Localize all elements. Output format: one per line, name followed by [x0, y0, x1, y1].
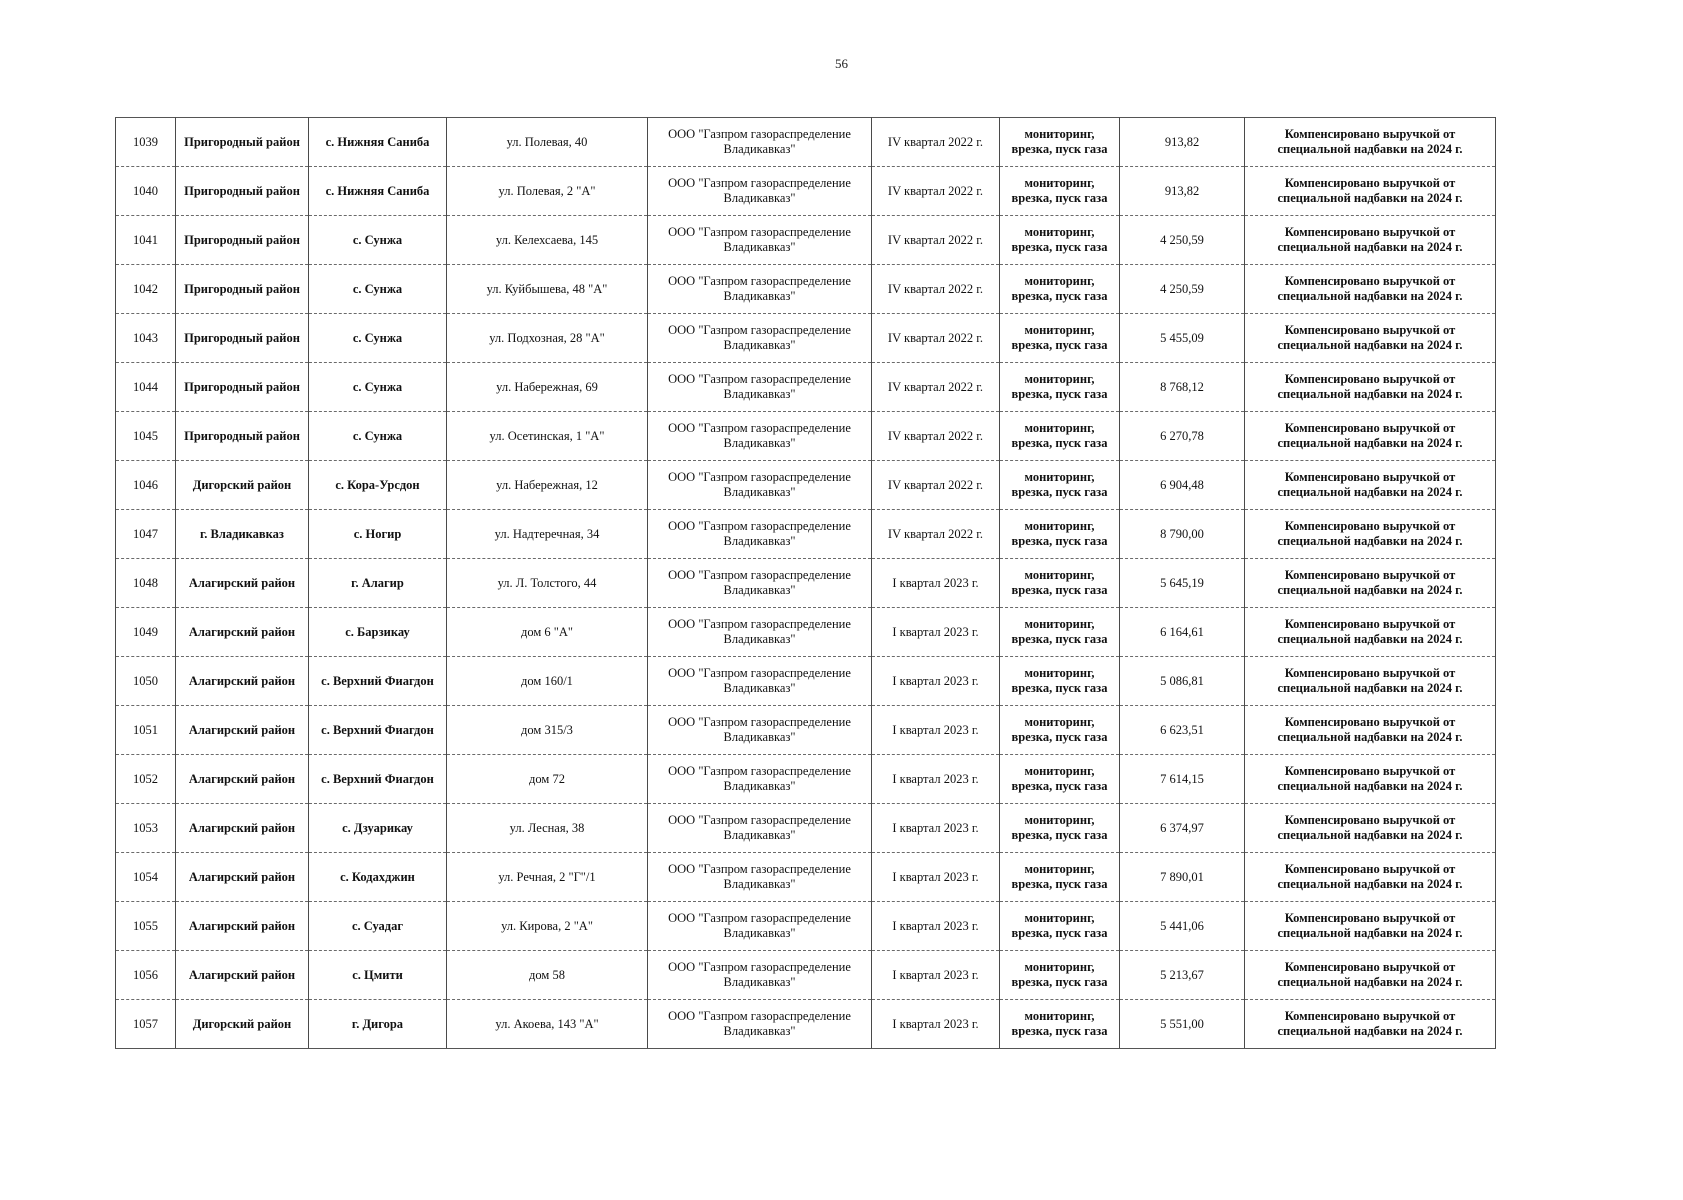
locality-cell: с. Сунжа	[309, 216, 447, 265]
locality-cell: с. Ногир	[309, 510, 447, 559]
compensation-note-cell: Компенсировано выручкой от специальной надбавки на 2024 г.	[1245, 118, 1496, 167]
row-number-cell: 1040	[116, 167, 176, 216]
address-cell: ул. Кирова, 2 "А"	[447, 902, 648, 951]
period-cell: I квартал 2023 г.	[872, 706, 1000, 755]
table-row	[116, 363, 1496, 412]
row-number-cell: 1052	[116, 755, 176, 804]
address-cell: ул. Л. Толстого, 44	[447, 559, 648, 608]
address-cell: ул. Надтеречная, 34	[447, 510, 648, 559]
table-row	[116, 510, 1496, 559]
district-cell: Дигорский район	[176, 461, 309, 510]
organization-cell: ООО "Газпром газораспределение Владикавказ"	[648, 314, 872, 363]
amount-cell: 5 551,00	[1120, 1000, 1245, 1049]
period-cell: I квартал 2023 г.	[872, 804, 1000, 853]
address-cell: дом 160/1	[447, 657, 648, 706]
district-cell: Алагирский район	[176, 706, 309, 755]
compensation-note-cell: Компенсировано выручкой от специальной надбавки на 2024 г.	[1245, 265, 1496, 314]
locality-cell: с. Кора-Урсдон	[309, 461, 447, 510]
address-cell: ул. Полевая, 2 "А"	[447, 167, 648, 216]
locality-cell: с. Верхний Фиагдон	[309, 755, 447, 804]
work-type-cell: мониторинг, врезка, пуск газа	[1000, 1000, 1120, 1049]
district-cell: Алагирский район	[176, 608, 309, 657]
row-number-cell: 1049	[116, 608, 176, 657]
work-type-cell: мониторинг, врезка, пуск газа	[1000, 657, 1120, 706]
locality-cell: с. Дзуарикау	[309, 804, 447, 853]
locality-cell: с. Сунжа	[309, 363, 447, 412]
compensation-note-cell: Компенсировано выручкой от специальной надбавки на 2024 г.	[1245, 706, 1496, 755]
table-row	[116, 412, 1496, 461]
organization-cell: ООО "Газпром газораспределение Владикавказ"	[648, 118, 872, 167]
address-cell: дом 6 "А"	[447, 608, 648, 657]
period-cell: I квартал 2023 г.	[872, 951, 1000, 1000]
table-row	[116, 216, 1496, 265]
work-type-cell: мониторинг, врезка, пуск газа	[1000, 412, 1120, 461]
work-type-cell: мониторинг, врезка, пуск газа	[1000, 706, 1120, 755]
locality-cell: с. Барзикау	[309, 608, 447, 657]
compensation-note-cell: Компенсировано выручкой от специальной надбавки на 2024 г.	[1245, 608, 1496, 657]
compensation-note-cell: Компенсировано выручкой от специальной надбавки на 2024 г.	[1245, 314, 1496, 363]
compensation-note-cell: Компенсировано выручкой от специальной надбавки на 2024 г.	[1245, 755, 1496, 804]
amount-cell: 5 213,67	[1120, 951, 1245, 1000]
row-number-cell: 1051	[116, 706, 176, 755]
period-cell: I квартал 2023 г.	[872, 755, 1000, 804]
period-cell: I квартал 2023 г.	[872, 1000, 1000, 1049]
address-cell: дом 58	[447, 951, 648, 1000]
period-cell: IV квартал 2022 г.	[872, 314, 1000, 363]
amount-cell: 6 270,78	[1120, 412, 1245, 461]
amount-cell: 5 645,19	[1120, 559, 1245, 608]
address-cell: дом 315/3	[447, 706, 648, 755]
row-number-cell: 1055	[116, 902, 176, 951]
row-number-cell: 1043	[116, 314, 176, 363]
period-cell: IV квартал 2022 г.	[872, 216, 1000, 265]
amount-cell: 913,82	[1120, 167, 1245, 216]
locality-cell: с. Суадаг	[309, 902, 447, 951]
locality-cell: с. Сунжа	[309, 412, 447, 461]
district-cell: Алагирский район	[176, 804, 309, 853]
locality-cell: г. Алагир	[309, 559, 447, 608]
district-cell: Пригородный район	[176, 363, 309, 412]
work-type-cell: мониторинг, врезка, пуск газа	[1000, 314, 1120, 363]
table-row	[116, 118, 1496, 167]
work-type-cell: мониторинг, врезка, пуск газа	[1000, 363, 1120, 412]
table-row	[116, 314, 1496, 363]
row-number-cell: 1057	[116, 1000, 176, 1049]
organization-cell: ООО "Газпром газораспределение Владикавказ"	[648, 853, 872, 902]
compensation-note-cell: Компенсировано выручкой от специальной надбавки на 2024 г.	[1245, 804, 1496, 853]
organization-cell: ООО "Газпром газораспределение Владикавказ"	[648, 951, 872, 1000]
compensation-note-cell: Компенсировано выручкой от специальной надбавки на 2024 г.	[1245, 559, 1496, 608]
compensation-note-cell: Компенсировано выручкой от специальной надбавки на 2024 г.	[1245, 412, 1496, 461]
compensation-note-cell: Компенсировано выручкой от специальной надбавки на 2024 г.	[1245, 951, 1496, 1000]
row-number-cell: 1047	[116, 510, 176, 559]
locality-cell: г. Дигора	[309, 1000, 447, 1049]
district-cell: Дигорский район	[176, 1000, 309, 1049]
period-cell: I квартал 2023 г.	[872, 902, 1000, 951]
amount-cell: 7 614,15	[1120, 755, 1245, 804]
period-cell: I квартал 2023 г.	[872, 608, 1000, 657]
locality-cell: с. Верхний Фиагдон	[309, 657, 447, 706]
compensation-note-cell: Компенсировано выручкой от специальной надбавки на 2024 г.	[1245, 1000, 1496, 1049]
row-number-cell: 1053	[116, 804, 176, 853]
district-cell: Пригородный район	[176, 216, 309, 265]
organization-cell: ООО "Газпром газораспределение Владикавказ"	[648, 461, 872, 510]
work-type-cell: мониторинг, врезка, пуск газа	[1000, 216, 1120, 265]
table-row	[116, 608, 1496, 657]
work-type-cell: мониторинг, врезка, пуск газа	[1000, 951, 1120, 1000]
work-type-cell: мониторинг, врезка, пуск газа	[1000, 265, 1120, 314]
amount-cell: 5 086,81	[1120, 657, 1245, 706]
row-number-cell: 1046	[116, 461, 176, 510]
row-number-cell: 1048	[116, 559, 176, 608]
address-cell: ул. Подхозная, 28 "А"	[447, 314, 648, 363]
organization-cell: ООО "Газпром газораспределение Владикавказ"	[648, 657, 872, 706]
locality-cell: с. Верхний Фиагдон	[309, 706, 447, 755]
work-type-cell: мониторинг, врезка, пуск газа	[1000, 118, 1120, 167]
locality-cell: с. Сунжа	[309, 265, 447, 314]
table-row	[116, 755, 1496, 804]
row-number-cell: 1044	[116, 363, 176, 412]
compensation-note-cell: Компенсировано выручкой от специальной надбавки на 2024 г.	[1245, 363, 1496, 412]
work-type-cell: мониторинг, врезка, пуск газа	[1000, 167, 1120, 216]
organization-cell: ООО "Газпром газораспределение Владикавказ"	[648, 216, 872, 265]
table-row	[116, 706, 1496, 755]
district-cell: Алагирский район	[176, 951, 309, 1000]
organization-cell: ООО "Газпром газораспределение Владикавказ"	[648, 559, 872, 608]
amount-cell: 4 250,59	[1120, 265, 1245, 314]
locality-cell: с. Кодахджин	[309, 853, 447, 902]
district-cell: Пригородный район	[176, 412, 309, 461]
period-cell: IV квартал 2022 г.	[872, 118, 1000, 167]
row-number-cell: 1042	[116, 265, 176, 314]
work-type-cell: мониторинг, врезка, пуск газа	[1000, 559, 1120, 608]
period-cell: IV квартал 2022 г.	[872, 461, 1000, 510]
period-cell: IV квартал 2022 г.	[872, 167, 1000, 216]
period-cell: I квартал 2023 г.	[872, 657, 1000, 706]
district-cell: Алагирский район	[176, 755, 309, 804]
organization-cell: ООО "Газпром газораспределение Владикавказ"	[648, 265, 872, 314]
amount-cell: 4 250,59	[1120, 216, 1245, 265]
work-type-cell: мониторинг, врезка, пуск газа	[1000, 853, 1120, 902]
row-number-cell: 1045	[116, 412, 176, 461]
locality-cell: с. Нижняя Саниба	[309, 118, 447, 167]
compensation-note-cell: Компенсировано выручкой от специальной надбавки на 2024 г.	[1245, 902, 1496, 951]
period-cell: IV квартал 2022 г.	[872, 363, 1000, 412]
organization-cell: ООО "Газпром газораспределение Владикавказ"	[648, 167, 872, 216]
table-row	[116, 461, 1496, 510]
period-cell: IV квартал 2022 г.	[872, 412, 1000, 461]
address-cell: ул. Лесная, 38	[447, 804, 648, 853]
amount-cell: 6 623,51	[1120, 706, 1245, 755]
compensation-note-cell: Компенсировано выручкой от специальной надбавки на 2024 г.	[1245, 657, 1496, 706]
address-cell: ул. Акоева, 143 "А"	[447, 1000, 648, 1049]
address-cell: ул. Речная, 2 "Г"/1	[447, 853, 648, 902]
work-type-cell: мониторинг, врезка, пуск газа	[1000, 902, 1120, 951]
table-row	[116, 902, 1496, 951]
work-type-cell: мониторинг, врезка, пуск газа	[1000, 461, 1120, 510]
address-cell: ул. Набережная, 69	[447, 363, 648, 412]
address-cell: ул. Набережная, 12	[447, 461, 648, 510]
address-cell: ул. Осетинская, 1 "А"	[447, 412, 648, 461]
table-row	[116, 853, 1496, 902]
registry-table	[115, 117, 1496, 1049]
period-cell: I квартал 2023 г.	[872, 853, 1000, 902]
locality-cell: с. Сунжа	[309, 314, 447, 363]
compensation-note-cell: Компенсировано выручкой от специальной надбавки на 2024 г.	[1245, 853, 1496, 902]
district-cell: Алагирский район	[176, 853, 309, 902]
amount-cell: 5 441,06	[1120, 902, 1245, 951]
row-number-cell: 1056	[116, 951, 176, 1000]
district-cell: Пригородный район	[176, 265, 309, 314]
amount-cell: 6 164,61	[1120, 608, 1245, 657]
work-type-cell: мониторинг, врезка, пуск газа	[1000, 510, 1120, 559]
page-number: 56	[835, 56, 848, 71]
work-type-cell: мониторинг, врезка, пуск газа	[1000, 755, 1120, 804]
table-row	[116, 265, 1496, 314]
organization-cell: ООО "Газпром газораспределение Владикавказ"	[648, 804, 872, 853]
compensation-note-cell: Компенсировано выручкой от специальной надбавки на 2024 г.	[1245, 216, 1496, 265]
amount-cell: 6 904,48	[1120, 461, 1245, 510]
address-cell: ул. Куйбышева, 48 "А"	[447, 265, 648, 314]
organization-cell: ООО "Газпром газораспределение Владикавказ"	[648, 755, 872, 804]
locality-cell: с. Цмити	[309, 951, 447, 1000]
table-row	[116, 559, 1496, 608]
row-number-cell: 1054	[116, 853, 176, 902]
district-cell: Алагирский район	[176, 559, 309, 608]
organization-cell: ООО "Газпром газораспределение Владикавказ"	[648, 510, 872, 559]
organization-cell: ООО "Газпром газораспределение Владикавказ"	[648, 363, 872, 412]
amount-cell: 8 790,00	[1120, 510, 1245, 559]
amount-cell: 8 768,12	[1120, 363, 1245, 412]
table-row	[116, 1000, 1496, 1049]
district-cell: Алагирский район	[176, 657, 309, 706]
organization-cell: ООО "Газпром газораспределение Владикавказ"	[648, 1000, 872, 1049]
registry-table-body	[116, 118, 1496, 1049]
district-cell: Пригородный район	[176, 314, 309, 363]
amount-cell: 5 455,09	[1120, 314, 1245, 363]
row-number-cell: 1050	[116, 657, 176, 706]
organization-cell: ООО "Газпром газораспределение Владикавказ"	[648, 706, 872, 755]
amount-cell: 7 890,01	[1120, 853, 1245, 902]
table-row	[116, 951, 1496, 1000]
organization-cell: ООО "Газпром газораспределение Владикавказ"	[648, 608, 872, 657]
organization-cell: ООО "Газпром газораспределение Владикавказ"	[648, 412, 872, 461]
table-row	[116, 657, 1496, 706]
period-cell: IV квартал 2022 г.	[872, 265, 1000, 314]
amount-cell: 913,82	[1120, 118, 1245, 167]
table-row	[116, 167, 1496, 216]
compensation-note-cell: Компенсировано выручкой от специальной надбавки на 2024 г.	[1245, 510, 1496, 559]
compensation-note-cell: Компенсировано выручкой от специальной надбавки на 2024 г.	[1245, 167, 1496, 216]
address-cell: дом 72	[447, 755, 648, 804]
period-cell: IV квартал 2022 г.	[872, 510, 1000, 559]
organization-cell: ООО "Газпром газораспределение Владикавказ"	[648, 902, 872, 951]
work-type-cell: мониторинг, врезка, пуск газа	[1000, 804, 1120, 853]
row-number-cell: 1041	[116, 216, 176, 265]
district-cell: г. Владикавказ	[176, 510, 309, 559]
amount-cell: 6 374,97	[1120, 804, 1245, 853]
locality-cell: с. Нижняя Саниба	[309, 167, 447, 216]
row-number-cell: 1039	[116, 118, 176, 167]
district-cell: Пригородный район	[176, 118, 309, 167]
district-cell: Пригородный район	[176, 167, 309, 216]
period-cell: I квартал 2023 г.	[872, 559, 1000, 608]
compensation-note-cell: Компенсировано выручкой от специальной надбавки на 2024 г.	[1245, 461, 1496, 510]
table-row	[116, 804, 1496, 853]
address-cell: ул. Келехсаева, 145	[447, 216, 648, 265]
work-type-cell: мониторинг, врезка, пуск газа	[1000, 608, 1120, 657]
address-cell: ул. Полевая, 40	[447, 118, 648, 167]
district-cell: Алагирский район	[176, 902, 309, 951]
